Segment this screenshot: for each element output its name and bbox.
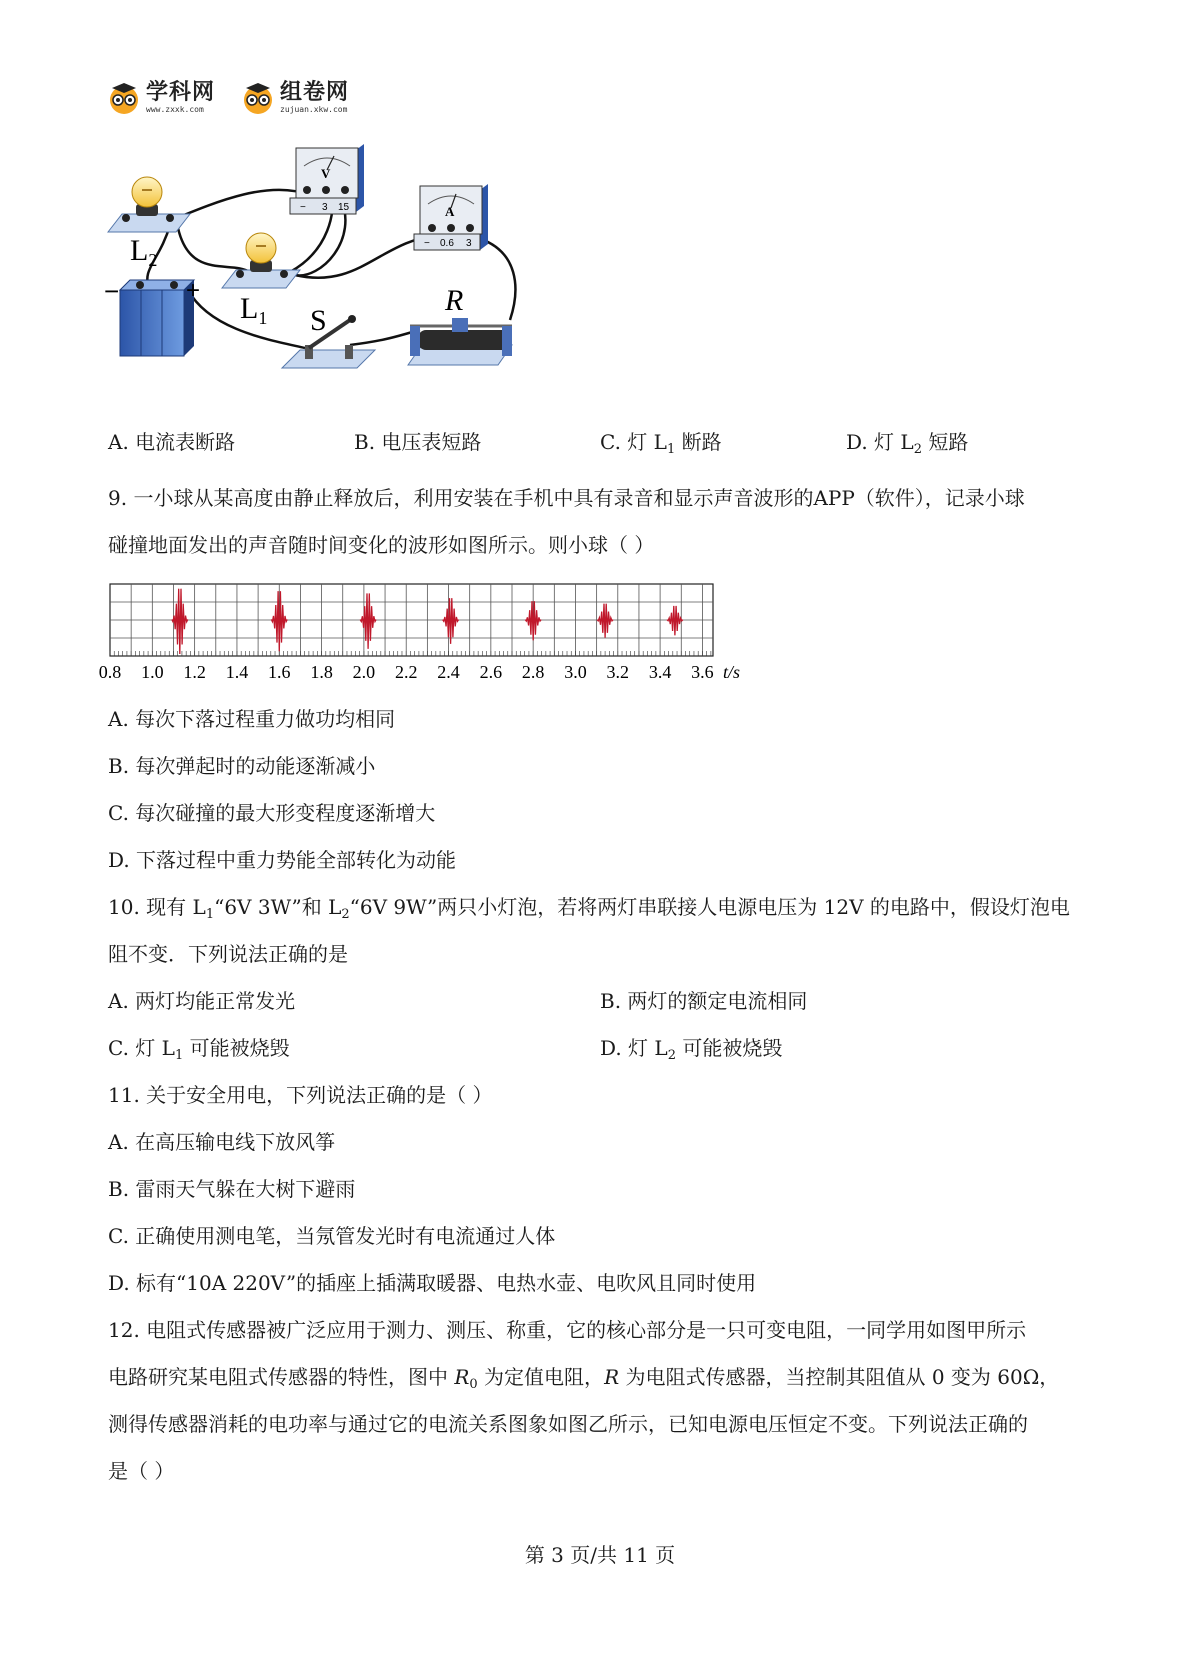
label-s: S [310,304,327,337]
logo-zxxk-name: 学科网 [146,80,216,105]
q12-stem-line2: 电路研究某电阻式传感器的特性，图中 $R_0$ 为定值电阻，R 为电阻式传感器，当控制其阻值从 0 变为 60Ω， [108,1365,1060,1392]
x-tick-label: 2.6 [479,662,503,682]
x-tick-label: 2.8 [521,662,545,682]
sound-pulse [172,589,188,654]
x-tick-label: 2.4 [437,662,460,682]
sound-waveform-chart [98,580,741,690]
q9-stem-line2: 碰撞地面发出的声音随时间变化的波形如图所示。则小球（ ） [108,533,655,557]
q9-option-c: C. 每次碰撞的最大形变程度逐渐增大 [108,801,436,825]
battery [120,280,194,356]
q10-option-a: A. 两灯均能正常发光 [108,989,296,1013]
x-tick-label: 1.8 [310,662,333,682]
x-tick-label: 3.0 [564,662,587,682]
x-tick-label: 3.6 [691,662,714,682]
q10-stem-line1: 10. 现有 $L_1“6V$ 3W”和 $L_2“6V$ 9W”两只小灯泡，若将两灯串联接人电源电压为 12V 的电路中，假设灯泡电 [108,895,1070,922]
voltmeter-letter: V [321,166,331,181]
x-tick-label: 1.4 [225,662,249,682]
owl-mascot-icon [106,80,142,116]
sound-pulse [443,598,459,644]
sound-pulse [667,606,683,635]
voltmeter-terminal-15: 15 [338,202,350,213]
ammeter-letter: A [445,204,455,219]
q11-option-c: C. 正确使用测电笔，当氖管发光时有电流通过人体 [108,1224,556,1248]
rheostat-r [408,318,512,365]
battery-minus-label: − [104,276,120,306]
label-l1: $L_1$ [240,292,268,328]
x-tick-label: 2.2 [394,662,418,682]
logo-zujuan-name: 组卷网 [280,80,350,105]
q10-option-d: D. 灯 $L_2$ 可能被烧毁 [600,1036,783,1063]
circuit-diagram [100,140,560,400]
logo-zujuan-url: zujuan.xkw.com [280,105,348,114]
q11-stem: 11. 关于安全用电，下列说法正确的是（ ） [108,1083,493,1107]
x-tick-label: 1.2 [183,662,206,682]
voltmeter-terminal-neg: − [300,202,306,213]
x-tick-label: 3.2 [606,662,630,682]
logo-zujuan [240,78,349,118]
page-footer: 第 3 页/共 11 页 [524,1543,676,1567]
logo-zxxk-url: www.zxxk.com [146,105,204,114]
q9-stem-line1: 9. 一小球从某高度由静止释放后，利用安装在手机中具有录音和显示声音波形的APP（软件），记录小球 [108,486,1025,510]
q12-stem-line4: 是（ ） [108,1459,175,1483]
q11-option-a: A. 在高压输电线下放风筝 [108,1130,336,1154]
x-tick-label: 1.0 [141,662,164,682]
sound-pulse [597,604,613,638]
q8-option-d: D. 灯 $L_2$ 短路 [846,430,969,457]
chart-grid [110,584,713,656]
voltmeter-terminal-3: 3 [322,202,328,213]
ammeter-terminal-3: 3 [466,238,472,249]
x-tick-label: 1.6 [268,662,291,682]
q10-stem-line2: 阻不变．下列说法正确的是 [108,942,348,966]
q12-stem-line1: 12. 电阻式传感器被广泛应用于测力、测压、称重，它的核心部分是一只可变电阻，一同学用如图甲所示 [108,1318,1027,1342]
lamp-l2 [108,177,190,232]
q10-option-b: B. 两灯的额定电流相同 [600,989,808,1013]
switch-s [282,315,375,368]
q8-option-c: C. 灯 $L_1$ 断路 [600,430,722,457]
q8-option-b: B. 电压表短路 [354,430,482,454]
label-l2: $L_2$ [130,234,158,270]
q9-option-a: A. 每次下落过程重力做功均相同 [108,707,396,731]
x-axis-unit: t/s [723,662,741,682]
ammeter-terminal-neg: − [424,238,430,249]
q9-option-d: D. 下落过程中重力势能全部转化为动能 [108,848,457,872]
owl-mascot-icon [240,80,276,116]
q10-option-c: C. 灯 $L_1$ 可能被烧毁 [108,1036,290,1063]
q11-option-b: B. 雷雨天气躲在大树下避雨 [108,1177,356,1201]
chart-tick-labels [99,662,740,682]
battery-plus-label: + [186,277,201,304]
q11-option-d: D. 标有“10A 220V”的插座上插满取暖器、电热水壶、电吹风且同时使用 [108,1271,757,1295]
q12-stem-line3: 测得传感器消耗的电功率与通过它的电流关系图象如图乙所示，已知电源电压恒定不变。下列说法正确的 [108,1412,1028,1436]
ammeter-terminal-06: 0.6 [440,238,454,249]
logo-zxxk [106,78,215,118]
q8-option-a: A. 电流表断路 [108,430,236,454]
x-tick-label: 0.8 [98,662,122,682]
chart-minor-ticks [110,651,711,656]
label-r: R [445,284,464,317]
x-tick-label: 2.0 [352,662,376,682]
lamp-l1 [222,233,300,288]
x-tick-label: 3.4 [648,662,672,682]
q9-option-b: B. 每次弹起时的动能逐渐减小 [108,754,376,778]
